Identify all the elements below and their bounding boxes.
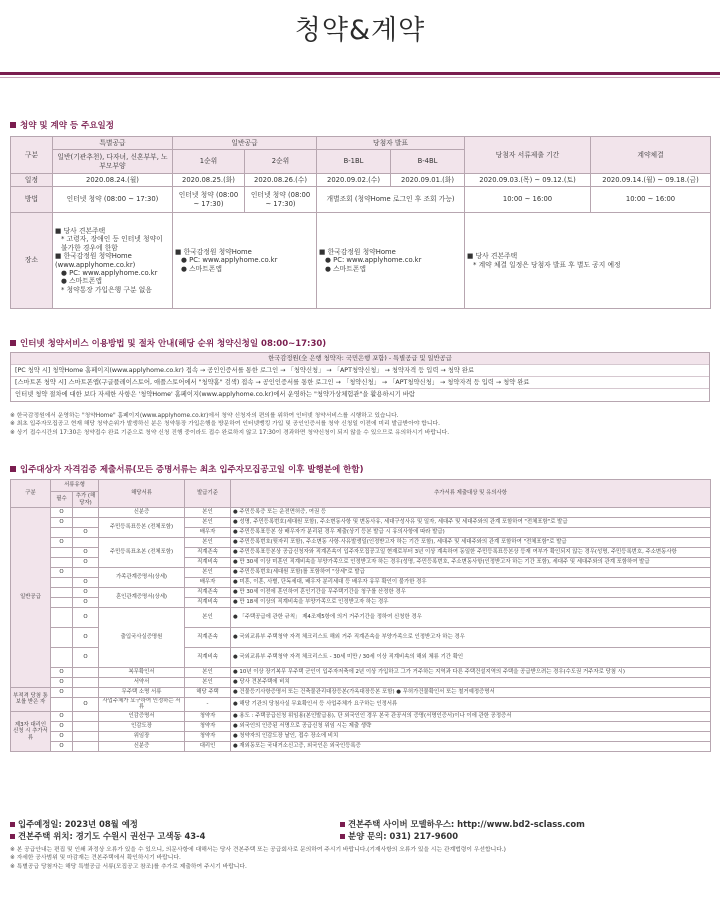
- docs-additional-cell: [73, 668, 99, 678]
- docs-note-cell: ● 용도 : 주택공급신청 위임용(본인발급용), 단 외국인인 경우 본국 관공서의 증명(서명인증서)이나 이에 관한 공정증서: [231, 711, 711, 721]
- docs-issuer-cell: 청약자: [185, 731, 231, 741]
- docs-document-cell: 사업주체가 요구하여 인정하는 서류: [99, 698, 185, 712]
- docs-row: [11, 518, 711, 528]
- place-winner: ■ 한국감정원 청약Home ● PC: www.applyhome.co.kr ● 스마트폰앱: [317, 213, 465, 309]
- square-bullet-icon: [10, 822, 15, 827]
- docs-row: [11, 538, 711, 548]
- docs-header-issuer: 발급기준: [185, 480, 231, 508]
- square-bullet-icon: [340, 822, 345, 827]
- docs-additional-cell: [73, 741, 99, 751]
- method-rank2: 인터넷 청약 (08:00 ~ 17:30): [245, 187, 317, 213]
- row-place-label: 장소: [11, 213, 53, 309]
- docs-additional-cell: [73, 518, 99, 528]
- header-rank2: 2순위: [245, 150, 317, 174]
- docs-additional-cell: [73, 731, 99, 741]
- docs-note-cell: ● 주민등록표등본 상 배우자가 분리된 경우 제출(상기 등본 발급 시 유의사항에 따라 발급): [231, 528, 711, 538]
- docs-row: [11, 698, 711, 712]
- header-gubun: 구분: [11, 137, 53, 174]
- section-internet-heading: 인터넷 청약서비스 이용방법 및 절차 안내(해당 순위 청약신청일 08:00~17:30): [10, 337, 326, 349]
- place-special: ■ 당사 견본주택 * 고령자, 장애인 등 인터넷 청약이 불가한 경우에 한함 ■ 한국감정원 청약Home (www.applyhome.co.kr) ● PC: www.applyhome.co.kr ● 스마트폰앱 * 청약통장 가입은행 구분 없음: [53, 213, 173, 309]
- docs-issuer-cell: 본인: [185, 668, 231, 678]
- header-rank1: 1순위: [173, 150, 245, 174]
- docs-additional-cell: [73, 508, 99, 518]
- docs-required-cell: O: [51, 508, 73, 518]
- docs-additional-cell: O: [73, 628, 99, 648]
- method-contract: 10:00 ~ 16:00: [591, 187, 711, 213]
- internet-guide-pc: [PC 청약 시] 청약Home 홈페이지(www.applyhome.co.kr) 접속 → 공인인증서를 통한 로그인 → 「청약신청」 → 「APT청약신청」 → 청약자격 등 입력 → 청약 완료: [11, 365, 709, 377]
- docs-group-cell: 부적격 당첨 통보를 받은 자: [11, 688, 51, 712]
- method-winner: 개별조회 (청약Home 로그인 후 조회 가능): [317, 187, 465, 213]
- docs-required-cell: O: [51, 668, 73, 678]
- docs-header-type: 서류유형: [51, 480, 99, 492]
- docs-document-cell: 인감도장: [99, 721, 185, 731]
- section-schedule-heading: 청약 및 계약 등 주요일정: [10, 119, 114, 131]
- docs-additional-cell: O: [73, 698, 99, 712]
- docs-required-cell: [51, 598, 73, 608]
- docs-note-cell: ● 「주택공급에 관한 규칙」 제4조제5항에 의거 거주기간을 정하여 신청한 경우: [231, 608, 711, 628]
- docs-header-add: 추가 (해당자): [73, 492, 99, 508]
- docs-note-cell: ● 주민등록증 또는 운전면허증, 여권 등: [231, 508, 711, 518]
- docs-additional-cell: [73, 568, 99, 578]
- sales-inquiry: 분양 문의: 031) 217-9600: [340, 830, 710, 842]
- docs-header-doc: 해당서류: [99, 480, 185, 508]
- docs-row: [11, 668, 711, 678]
- place-docs: ■ 당사 견본주택 * 계약 체결 일정은 당첨자 발표 후 별도 공지 예정: [465, 213, 711, 309]
- docs-issuer-cell: 해당 주택: [185, 688, 231, 698]
- docs-issuer-cell: 배우자: [185, 528, 231, 538]
- docs-required-cell: O: [51, 678, 73, 688]
- docs-required-cell: O: [51, 518, 73, 528]
- docs-document-cell: 출입국사실증명원: [99, 608, 185, 668]
- footer-note: ※ 본 공급안내는 편집 및 인쇄 과정상 오류가 있을 수 있으니, 의문사항에 대해서는 당사 견본주택 또는 공급회사로 문의하여 주시기 바랍니다.(기재사항의 오류가 있을 시는 관계법령이 우선합니다.): [10, 847, 506, 853]
- docs-issuer-cell: 직계비속: [185, 558, 231, 568]
- date-special: 2020.08.24.(월): [53, 174, 173, 187]
- docs-issuer-cell: 배우자: [185, 578, 231, 588]
- docs-additional-cell: O: [73, 548, 99, 558]
- docs-issuer-cell: 직계비속: [185, 598, 231, 608]
- docs-required-cell: [51, 528, 73, 538]
- docs-document-cell: 위임장: [99, 731, 185, 741]
- date-contract: 2020.09.14.(월) ~ 09.18.(금): [591, 174, 711, 187]
- docs-document-cell: 무주택 소명 서류: [99, 688, 185, 698]
- docs-required-cell: O: [51, 721, 73, 731]
- docs-row: [11, 588, 711, 598]
- docs-required-cell: [51, 608, 73, 628]
- docs-note-cell: ● 성명, 주민등록번호(세대원 포함), 주소변동사항 및 변동사유, 세대구성사유 및 일자, 세대주 및 세대주와의 관계 포함하여 "전체포함"로 발급: [231, 518, 711, 528]
- docs-additional-cell: O: [73, 578, 99, 588]
- docs-row: [11, 721, 711, 731]
- docs-note-cell: ● 건물등기사항증명서 또는 건축물관리대장등본(가옥대장등본 포함) ● 무허가건물확인서 또는 철거예정증명서: [231, 688, 711, 698]
- footer-note: ※ 자세한 공사범위 및 마감재는 견본주택에서 확인하시기 바랍니다.: [10, 855, 181, 862]
- docs-additional-cell: [73, 538, 99, 548]
- method-special: 인터넷 청약 (08:00 ~ 17:30): [53, 187, 173, 213]
- docs-required-cell: [51, 548, 73, 558]
- internet-note: ※ 상기 접수시간의 17:30은 청약접수 완료 기준으로 청약 신청 진행 중이라도 접수 완료하지 않고 17:30이 경과하면 청약신청이 되지 않을 수 있으므로 유의하시기 바랍니다.: [10, 429, 450, 436]
- docs-issuer-cell: 직계비속: [185, 648, 231, 668]
- title-divider: [0, 72, 720, 75]
- square-bullet-icon: [10, 122, 16, 128]
- docs-note-cell: ● 만 30세 이전에 혼인하여 혼인기간을 무주택기간을 청구를 산정한 경우: [231, 588, 711, 598]
- docs-document-cell: 신분증: [99, 508, 185, 518]
- docs-additional-cell: O: [73, 588, 99, 598]
- docs-group-cell: 제3자 대리인 신청 시 추가서류: [11, 711, 51, 751]
- docs-note-cell: ● 주민등록번호(뒷자리 포함), 주소변동 사항·사유발생일(인정받고자 하는 기간 포함), 세대주 및 세대주와의 관계 포함하여 "전체포함"로 발급: [231, 538, 711, 548]
- docs-issuer-cell: 본인: [185, 608, 231, 628]
- internet-note: ※ 최초 입주자모집공고 현재 해당 청약순위가 발생하신 분은 청약통장 가입은행을 방문하여 인터넷뱅킹 가입 및 공인인증서를 청약 신청일 이전에 미리 발급받아야 합니다.: [10, 421, 440, 428]
- footer-notes: [10, 846, 710, 871]
- schedule-table: [10, 136, 710, 309]
- docs-issuer-cell: -: [185, 698, 231, 712]
- docs-document-cell: 주민등록표등본 (전체포함): [99, 518, 185, 538]
- docs-issuer-cell: 본인: [185, 518, 231, 528]
- docs-required-cell: O: [51, 568, 73, 578]
- square-bullet-icon: [10, 834, 15, 839]
- docs-additional-cell: O: [73, 558, 99, 568]
- docs-issuer-cell: 직계존속: [185, 548, 231, 558]
- header-general: 일반공급: [173, 137, 317, 150]
- method-rank1: 인터넷 청약 (08:00 ~ 17:30): [173, 187, 245, 213]
- model-house-location: 견본주택 위치: 경기도 수원시 권선구 고색동 43-4: [10, 830, 340, 842]
- docs-note-cell: ● 국외교류부 주택청약 자격 체크리스트 해외 거주 직계존속을 부양가족으로 인정받고자 하는 경우: [231, 628, 711, 648]
- docs-header-req: 필수: [51, 492, 73, 508]
- docs-issuer-cell: 본인: [185, 508, 231, 518]
- docs-document-cell: 가족관계증명서(상세): [99, 568, 185, 588]
- docs-document-cell: 인감증명서: [99, 711, 185, 721]
- square-bullet-icon: [340, 834, 345, 839]
- docs-note-cell: ● 외국인의 인증된 서명으로 공급신청 위임 시는 제출 생략: [231, 721, 711, 731]
- docs-required-cell: [51, 648, 73, 668]
- docs-row: [11, 731, 711, 741]
- section-docs-heading: 입주대상자 자격검증 제출서류(모든 증명서류는 최초 입주자모집공고일 이후 발행분에 한함): [10, 463, 363, 475]
- row-method-label: 방법: [11, 187, 53, 213]
- docs-issuer-cell: 직계존속: [185, 588, 231, 598]
- docs-issuer-cell: 본인: [185, 678, 231, 688]
- square-bullet-icon: [10, 340, 16, 346]
- internet-guide-more: 인터넷 청약 절차에 대한 보다 자세한 사항은 '청약Home' 홈페이지(www.applyhome.co.kr)에서 운영하는 "청약가상체험관"을 활용하시기 바람: [15, 391, 416, 398]
- header-b1: B-1BL: [317, 150, 391, 174]
- docs-row: [11, 678, 711, 688]
- docs-additional-cell: [73, 688, 99, 698]
- square-bullet-icon: [10, 466, 16, 472]
- move-in-date: 입주예정일: 2023년 08월 예정: [10, 818, 340, 830]
- docs-additional-cell: [73, 711, 99, 721]
- docs-additional-cell: [73, 721, 99, 731]
- docs-row: [11, 711, 711, 721]
- docs-row: [11, 508, 711, 518]
- docs-group-cell: 일반공급: [11, 508, 51, 688]
- docs-table: [10, 479, 710, 752]
- header-b4: B-4BL: [391, 150, 465, 174]
- page-title: 청약&계약: [294, 15, 426, 46]
- docs-required-cell: [51, 628, 73, 648]
- docs-note-cell: ● 국외교류부 주택청약 자격 체크리스트 - 30세 미만 / 30세 이상 직계비속의 해외 체류 기간 확인: [231, 648, 711, 668]
- internet-notes: [10, 412, 710, 437]
- docs-additional-cell: O: [73, 648, 99, 668]
- docs-additional-cell: [73, 678, 99, 688]
- docs-additional-cell: O: [73, 528, 99, 538]
- docs-required-cell: O: [51, 688, 73, 698]
- docs-additional-cell: O: [73, 608, 99, 628]
- docs-issuer-cell: 청약자: [185, 711, 231, 721]
- title-divider-thin: [0, 77, 720, 78]
- docs-note-cell: ● 만 30세 이상 미혼인 직계비속을 부양가족으로 인정받고자 하는 경우(성명, 주민등록번호, 주소변동사항(인정받고자 하는 기간 포함), 세대주 및 세대주와의 관계 포함하여 발급: [231, 558, 711, 568]
- docs-note-cell: ● 주민등록표등본상 공급신청자와 직계존속이 입주자모집공고일 현재로부터 3년 이상 계속하여 동일한 주민등록표등본상 등재 여부가 확인되지 않는 경우(성명, 주민등록번호, 주소변동사항: [231, 548, 711, 558]
- docs-issuer-cell: 본인: [185, 538, 231, 548]
- date-docs: 2020.09.03.(목) ~ 09.12.(토): [465, 174, 591, 187]
- docs-required-cell: [51, 588, 73, 598]
- docs-note-cell: ● 청약자의 인감도장 날인, 접수 장소에 비치: [231, 731, 711, 741]
- docs-note-cell: ● 주민등록번호(세대원 포함)를 포함하여 "상세"로 발급: [231, 568, 711, 578]
- docs-required-cell: O: [51, 741, 73, 751]
- docs-required-cell: O: [51, 711, 73, 721]
- docs-document-cell: 서약서: [99, 678, 185, 688]
- docs-note-cell: ● 재외동포는 국내거소신고증, 외국인은 외국인등록증: [231, 741, 711, 751]
- docs-header-note: 추가서류 제출대상 및 유의사항: [231, 480, 711, 508]
- docs-header-gubun: 구분: [11, 480, 51, 508]
- docs-issuer-cell: 대리인: [185, 741, 231, 751]
- docs-note-cell: ● 해당 기관의 당첨사실 무효확인서 등 사업주체가 요구하는 인정서류: [231, 698, 711, 712]
- internet-guide-header: 한국감정원(全 은행 청약자: 국민은행 포함) - 특별공급 및 일반공급: [11, 353, 709, 365]
- date-rank2: 2020.08.26.(수): [245, 174, 317, 187]
- internet-guide-mobile: [스마트폰 청약 시] 스마트폰앱(구글플레이스토어, 애플스토어에서 "청약홈" 검색) 접속 → 공인인증서를 통한 로그인 → 「청약신청」 → 「APT청약신청」 → 청약자격 등 입력 → 청약 완료: [11, 377, 709, 389]
- docs-note-cell: ● 당사 견본주택에 비치: [231, 678, 711, 688]
- header-docs: 당첨자 서류제출 기간: [465, 137, 591, 174]
- docs-document-cell: 복무확인서: [99, 668, 185, 678]
- internet-note: ※ 한국감정원에서 운영하는 "청약Home" 홈페이지(www.applyhome.co.kr)에서 청약 신청자의 편의를 위하여 인터넷 청약서비스를 시행하고 있습니다.: [10, 413, 399, 419]
- header-winner: 당첨자 발표: [317, 137, 465, 150]
- cyber-model-house[interactable]: 견본주택 사이버 모델하우스: http://www.bd2-sclass.com: [340, 818, 710, 830]
- docs-document-cell: 혼인관계증명서(상세): [99, 588, 185, 608]
- docs-note-cell: ● 미혼, 이혼, 사별, 단독세대, 배우자 분리세대 등 배우자 유무 확인이 불가한 경우: [231, 578, 711, 588]
- docs-row: [11, 608, 711, 628]
- date-rank1: 2020.08.25.(화): [173, 174, 245, 187]
- docs-row: [11, 688, 711, 698]
- docs-issuer-cell: 본인: [185, 568, 231, 578]
- docs-issuer-cell: 청약자: [185, 721, 231, 731]
- date-b1: 2020.09.02.(수): [317, 174, 391, 187]
- header-special-sub: 일반(기관추천), 다자녀, 신혼부부, 노부모부양: [53, 150, 173, 174]
- header-special: 특별공급: [53, 137, 173, 150]
- docs-document-cell: 주민등록표초본 (전체포함): [99, 538, 185, 568]
- docs-issuer-cell: 직계존속: [185, 628, 231, 648]
- docs-required-cell: [51, 698, 73, 712]
- internet-guide-box: [10, 352, 710, 402]
- docs-document-cell: 신분증: [99, 741, 185, 751]
- docs-note-cell: ● 10년 이상 장기복무 무주택 군인이 입주자저축에 2년 이상 가입하고 그가 거주하는 지역과 다른 주택건설지역의 주택을 공급받으려는 경우(수도권 거주자로 당첨 시): [231, 668, 711, 678]
- docs-additional-cell: O: [73, 598, 99, 608]
- place-general: ■ 한국감정원 청약Home ● PC: www.applyhome.co.kr ● 스마트폰앱: [173, 213, 317, 309]
- date-b4: 2020.09.01.(화): [391, 174, 465, 187]
- docs-required-cell: O: [51, 538, 73, 548]
- docs-note-cell: ● 만 18세 이상의 직계비속을 부양가족으로 인정받고자 하는 경우: [231, 598, 711, 608]
- docs-row: [11, 568, 711, 578]
- docs-required-cell: [51, 578, 73, 588]
- docs-required-cell: [51, 558, 73, 568]
- docs-row: [11, 741, 711, 751]
- method-docs: 10:00 ~ 16:00: [465, 187, 591, 213]
- row-date-label: 일정: [11, 174, 53, 187]
- header-contract: 계약체결: [591, 137, 711, 174]
- footer-note: ※ 특별공급 당첨자는 해당 특별공급 서류(모집공고 참조)를 추가로 제출하여 주시기 바랍니다.: [10, 863, 247, 870]
- docs-required-cell: O: [51, 731, 73, 741]
